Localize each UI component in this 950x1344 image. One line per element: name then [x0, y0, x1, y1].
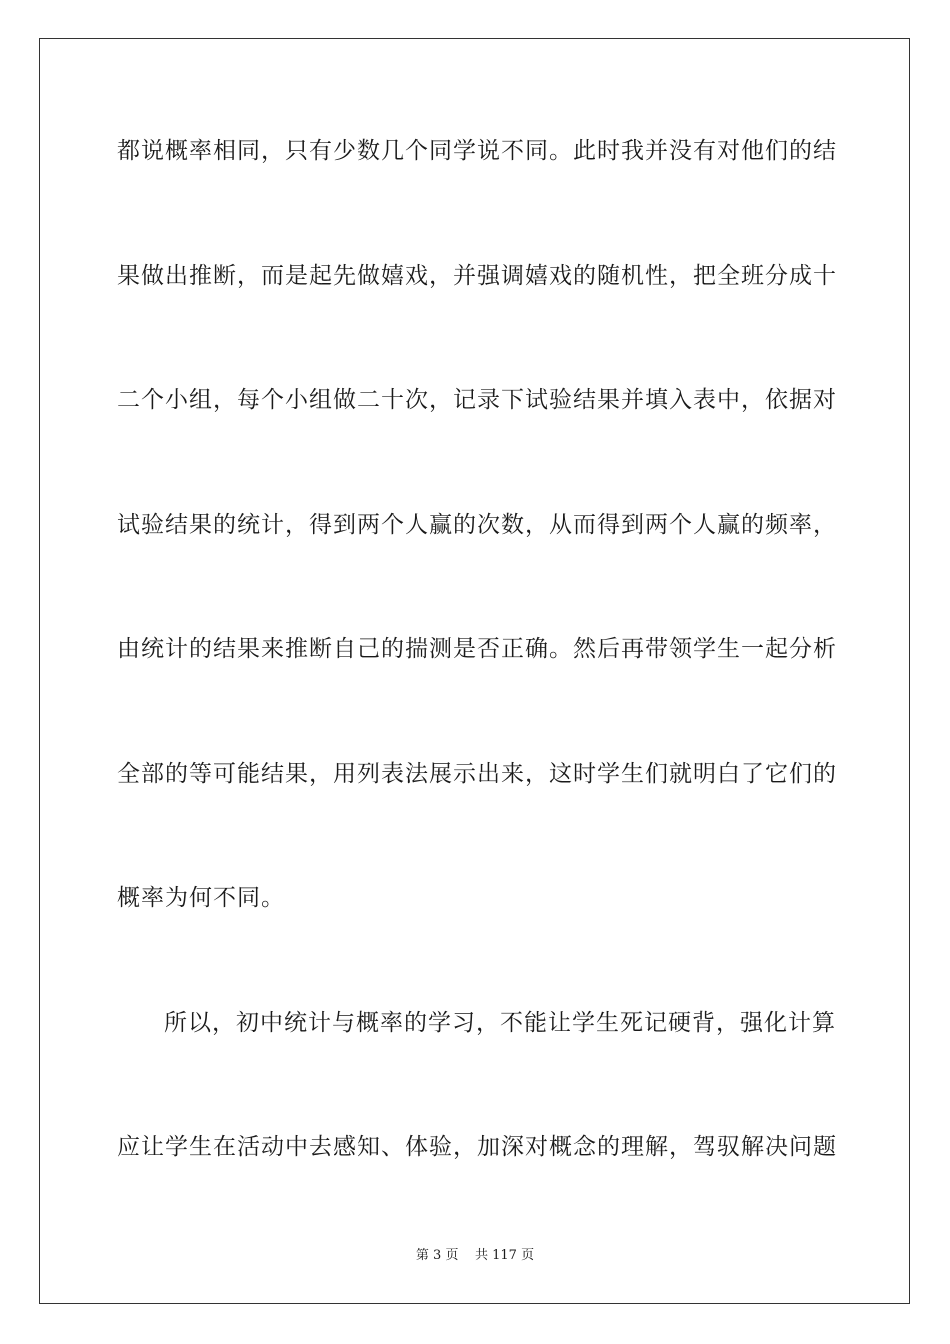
- page-border: [39, 38, 910, 1304]
- body-line-4: 试验结果的统计，得到两个人赢的次数，从而得到两个人赢的频率，: [117, 512, 837, 538]
- body-line-6: 全部的等可能结果，用列表法展示出来，这时学生们就明白了它们的: [117, 761, 837, 787]
- body-line-3: 二个小组，每个小组做二十次，记录下试验结果并填入表中，依据对: [117, 387, 837, 413]
- body-line-9: 应让学生在活动中去感知、体验，加深对概念的理解，驾驭解决问题: [117, 1134, 837, 1160]
- body-line-1: 都说概率相同，只有少数几个同学说不同。此时我并没有对他们的结: [117, 138, 837, 164]
- page-total: 共 117 页: [475, 1248, 535, 1263]
- body-line-8: 所以，初中统计与概率的学习，不能让学生死记硬背，强化计算: [164, 1010, 836, 1036]
- body-line-2: 果做出推断，而是起先做嬉戏，并强调嬉戏的随机性，把全班分成十: [117, 263, 837, 289]
- body-line-7: 概率为何不同。: [117, 885, 285, 911]
- body-line-5: 由统计的结果来推断自己的揣测是否正确。然后再带领学生一起分析: [117, 636, 837, 662]
- page-footer: [0, 1247, 950, 1265]
- page-number: 第 3 页: [415, 1248, 459, 1263]
